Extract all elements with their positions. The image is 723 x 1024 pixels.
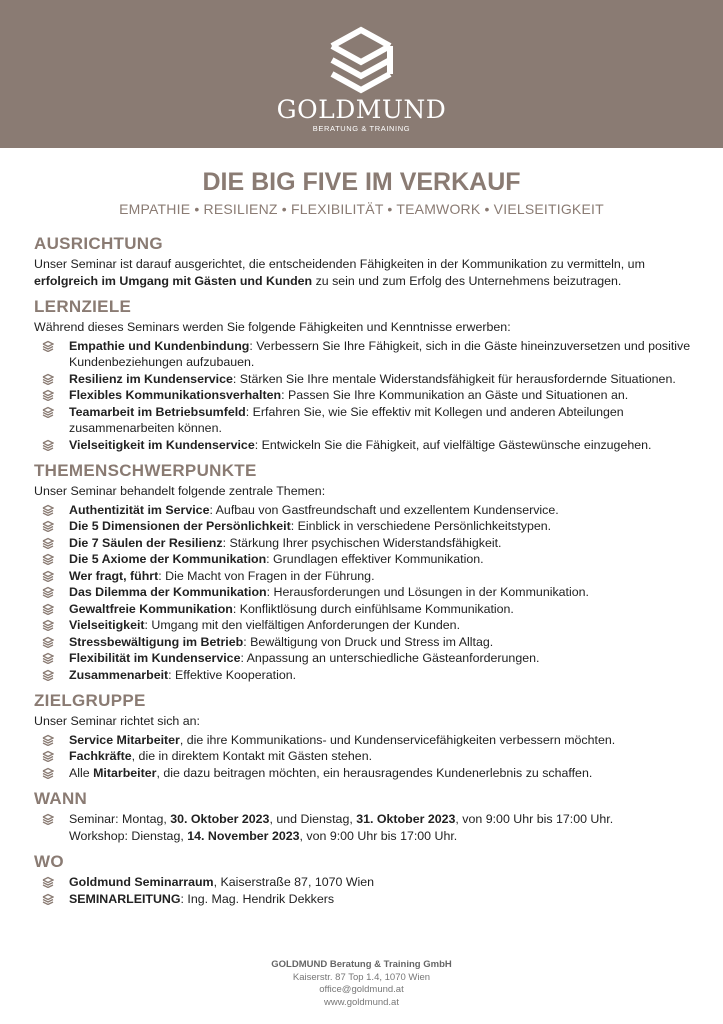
list-item	[34, 535, 694, 552]
list-item	[34, 874, 694, 891]
seminar-post: , von 9:00 Uhr bis 17:00 Uhr.	[455, 812, 614, 826]
location-address: , Kaiserstraße 87, 1070 Wien	[213, 875, 375, 889]
seminar-lead-name: : Ing. Mag. Hendrik Dekkers	[180, 891, 335, 906]
list-item	[34, 338, 694, 371]
footer-company: GOLDMUND Beratung & Training GmbH	[271, 959, 452, 970]
zielgruppe-list	[34, 732, 694, 782]
item-text: , die in direktem Kontakt mit Gästen stehen.	[131, 749, 373, 763]
bullet-icon	[42, 893, 54, 905]
themen-list	[34, 502, 694, 684]
bullet-icon	[42, 876, 54, 888]
heading-ausrichtung: AUSRICHTUNG	[34, 234, 163, 253]
heading-wann: WANN	[34, 789, 88, 808]
item-text: : Konfliktlösung durch einfühlsame Kommunikation.	[232, 601, 514, 616]
item-text: : Umgang mit den vielfältigen Anforderungen der Kunden.	[144, 618, 461, 632]
bullet-icon	[42, 520, 54, 532]
workshop-post: , von 9:00 Uhr bis 17:00 Uhr.	[299, 828, 458, 843]
bullet-icon	[42, 406, 54, 418]
item-bold: Teamarbeit im Betriebsumfeld	[69, 404, 246, 419]
bullet-icon	[42, 669, 54, 681]
list-item	[34, 437, 694, 454]
bullet-icon	[42, 767, 54, 779]
item-bold: Flexibilität im Kundenservice	[69, 651, 241, 665]
bullet-icon	[42, 734, 54, 746]
item-text: : Entwickeln Sie die Fähigkeit, auf vielfältige Gästewünsche einzugehen.	[254, 437, 652, 452]
list-item	[34, 551, 694, 568]
item-text: : Stärken Sie Ihre mentale Widerstandsfähigkeit für herausfordernde Situationen.	[232, 371, 676, 386]
wann-list	[34, 811, 694, 844]
item-text: : Aufbau von Gastfreundschaft und exzellentem Kundenservice.	[209, 502, 559, 517]
footer-website[interactable]: www.goldmund.at	[324, 996, 399, 1008]
footer-address: Kaiserstr. 87 Top 1.4, 1070 Wien	[292, 971, 431, 983]
heading-wo: WO	[34, 852, 64, 871]
bullet-icon	[42, 537, 54, 549]
item-text: : Bewältigung von Druck und Stress im Alltag.	[243, 634, 494, 649]
workshop-date: 14. November 2023	[187, 828, 300, 843]
list-item	[34, 371, 694, 388]
item-text: : Einblick in verschiedene Persönlichkeitstypen.	[290, 519, 552, 533]
item-text: : Verbessern Sie Ihre Fähigkeit, sich in die Gäste hineinzuversetzen und positive Kundenbeziehungen aufzubauen.	[69, 338, 691, 369]
seminar-lead-label: SEMINARLEITUNG	[69, 891, 181, 906]
item-bold: Die 5 Axiome der Kommunikation	[69, 552, 267, 566]
item-text: : Effektive Kooperation.	[168, 667, 297, 682]
item-bold: Service Mitarbeiter	[69, 732, 180, 747]
list-item	[34, 811, 694, 844]
list-item	[34, 387, 694, 404]
header-banner	[0, 0, 723, 148]
themen-intro: Unser Seminar behandelt folgende zentrale Themen:	[34, 484, 326, 498]
item-bold: Mitarbeiter	[93, 765, 157, 780]
bullet-icon	[42, 813, 54, 825]
list-item	[34, 891, 694, 908]
item-text: , die dazu beitragen möchten, ein herausragendes Kundenerlebnis zu schaffen.	[156, 765, 593, 780]
item-text: : Grundlagen effektiver Kommunikation.	[266, 552, 484, 566]
list-item	[34, 404, 694, 437]
seminar-date-1: 30. Oktober 2023	[170, 812, 270, 826]
list-item	[34, 617, 694, 634]
heading-lernziele: LERNZIELE	[34, 297, 132, 316]
seminar-pre: Seminar: Montag,	[69, 812, 171, 826]
item-text: : Passen Sie Ihre Kommunikation an Gäste und Situationen an.	[281, 388, 629, 402]
heading-themenschwerpunkte: THEMENSCHWERPUNKTE	[34, 461, 257, 480]
item-text: : Erfahren Sie, wie Sie effektiv mit Kollegen und anderen Abteilungen zusammenarbeiten können.	[69, 404, 624, 435]
item-text: : Die Macht von Fragen in der Führung.	[158, 568, 375, 583]
seminar-date-2: 31. Oktober 2023	[356, 812, 456, 826]
item-text: : Stärkung Ihrer psychischen Widerstandsfähigkeit.	[222, 535, 502, 550]
list-item	[34, 765, 694, 782]
list-item	[34, 650, 694, 667]
item-bold: Die 5 Dimensionen der Persönlichkeit	[69, 519, 291, 533]
bullet-icon	[42, 750, 54, 762]
workshop-pre: Workshop: Dienstag,	[69, 828, 188, 843]
list-item	[34, 518, 694, 535]
item-bold: Gewaltfreie Kommunikation	[69, 601, 233, 616]
item-bold: Empathie und Kundenbindung	[69, 338, 250, 353]
stacked-chevron-logo-icon	[326, 22, 396, 94]
item-bold: Wer fragt, führt	[69, 568, 159, 583]
item-bold: Vielseitigkeit im Kundenservice	[69, 437, 255, 452]
bullet-icon	[42, 619, 54, 631]
brand-subtitle: BERATUNG & TRAINING	[312, 124, 411, 133]
zielgruppe-intro: Unser Seminar richtet sich an:	[34, 714, 200, 728]
bullet-icon	[42, 553, 54, 565]
list-item	[34, 584, 694, 601]
item-pre: Alle	[69, 765, 94, 780]
heading-zielgruppe: ZIELGRUPPE	[34, 691, 146, 710]
list-item	[34, 502, 694, 519]
bullet-icon	[42, 586, 54, 598]
list-item	[34, 634, 694, 651]
item-bold: Resilienz im Kundenservice	[69, 371, 233, 386]
bullet-icon	[42, 652, 54, 664]
list-item	[34, 568, 694, 585]
bullet-icon	[42, 340, 54, 352]
item-bold: Stressbewältigung im Betrieb	[69, 634, 244, 649]
bullet-icon	[42, 373, 54, 385]
page-title: DIE BIG FIVE IM VERKAUF	[202, 168, 521, 196]
item-bold: Zusammenarbeit	[69, 667, 169, 682]
list-item	[34, 732, 694, 749]
item-bold: Fachkräfte	[69, 749, 132, 763]
brand-name: GOLDMUND	[276, 95, 447, 124]
ausrichtung-text-bold: erfolgreich im Umgang mit Gästen und Kunden	[34, 273, 313, 288]
item-bold: Flexibles Kommunikationsverhalten	[69, 388, 282, 402]
ausrichtung-text-a: Unser Seminar ist darauf ausgerichtet, die entscheidenden Fähigkeiten in der Kommunikation zu vermitteln, um	[34, 257, 645, 271]
wo-list	[34, 874, 694, 907]
bullet-icon	[42, 603, 54, 615]
bullet-icon	[42, 636, 54, 648]
bullet-icon	[42, 570, 54, 582]
document-body	[34, 234, 694, 907]
seminar-mid: , und Dienstag,	[269, 812, 357, 826]
bullet-icon	[42, 504, 54, 516]
item-bold: Vielseitigkeit	[69, 618, 145, 632]
footer-email[interactable]: office@goldmund.at	[319, 984, 404, 995]
ausrichtung-text	[34, 256, 694, 289]
bullet-icon	[42, 439, 54, 451]
item-bold: Authentizität im Service	[69, 502, 210, 517]
list-item	[34, 748, 694, 765]
bullet-icon	[42, 389, 54, 401]
item-text: , die ihre Kommunikations- und Kundenservicefähigkeiten verbessern möchten.	[179, 732, 616, 747]
ausrichtung-text-c: zu sein und zum Erfolg des Unternehmens beizutragen.	[312, 273, 622, 288]
footer	[0, 959, 723, 1009]
page-subtitle: EMPATHIE • RESILIENZ • FLEXIBILITÄT • TEAMWORK • VIELSEITIGKEIT	[119, 201, 604, 217]
list-item	[34, 667, 694, 684]
list-item	[34, 601, 694, 618]
lernziele-intro: Während dieses Seminars werden Sie folgende Fähigkeiten und Kenntnisse erwerben:	[34, 320, 511, 334]
item-text: : Anpassung an unterschiedliche Gästeanforderungen.	[240, 651, 540, 665]
item-bold: Die 7 Säulen der Resilienz	[69, 535, 223, 550]
item-text: : Herausforderungen und Lösungen in der Kommunikation.	[266, 585, 589, 599]
location-name: Goldmund Seminarraum	[69, 875, 214, 889]
lernziele-list	[34, 338, 694, 454]
item-bold: Das Dilemma der Kommunikation	[69, 585, 267, 599]
